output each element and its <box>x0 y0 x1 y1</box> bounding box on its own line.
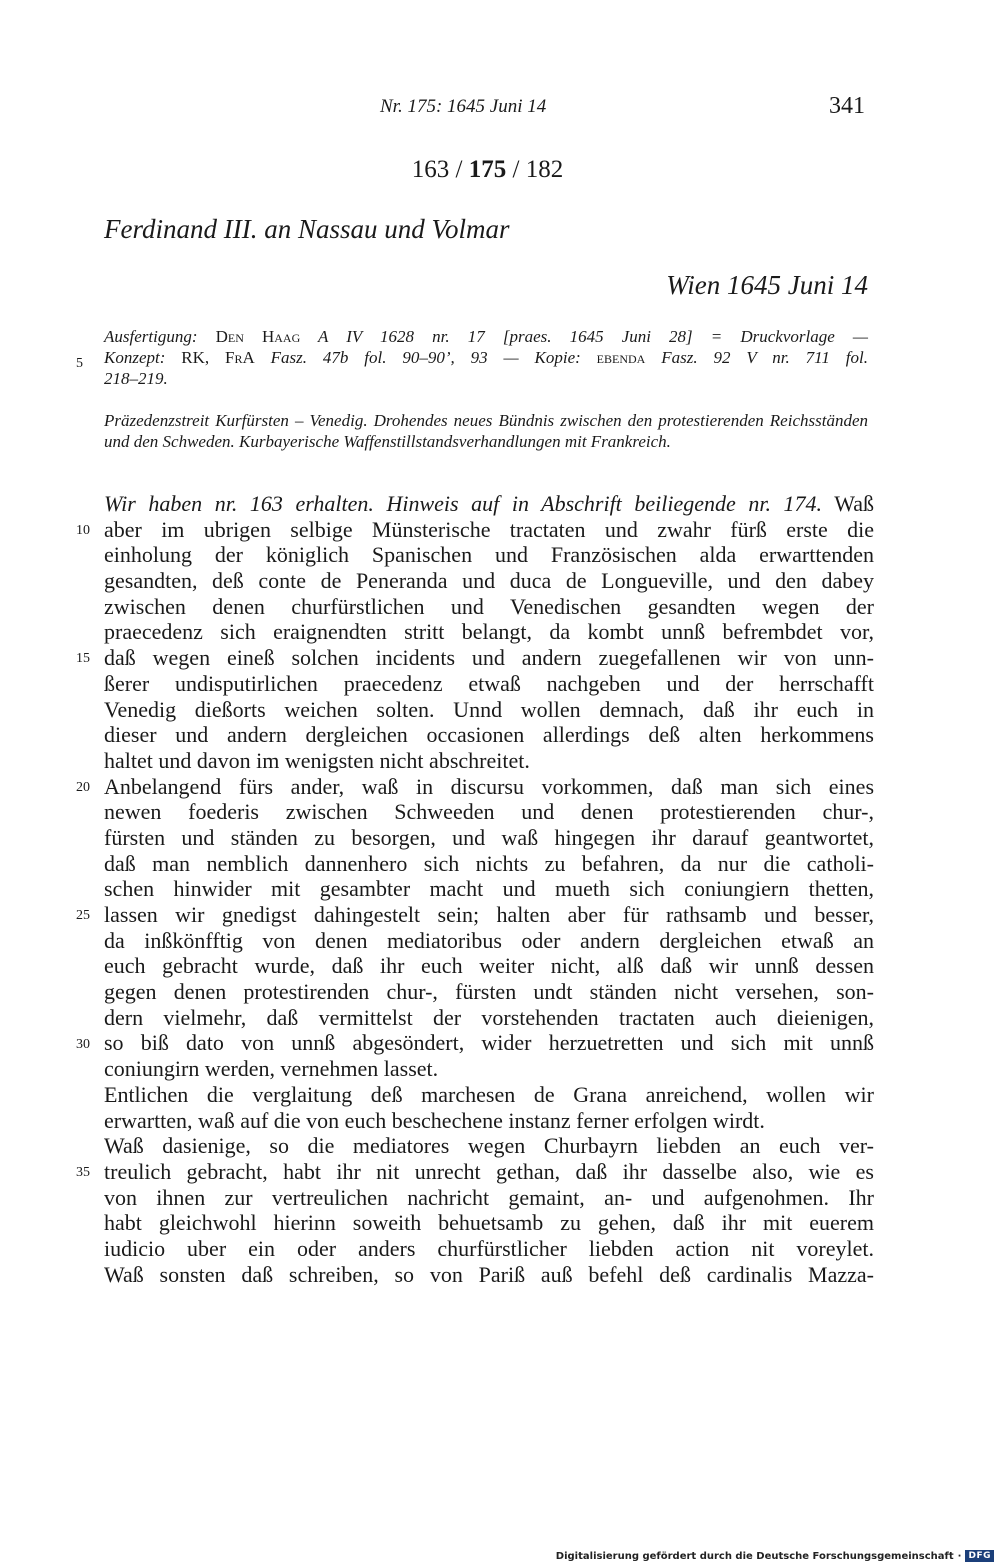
metadata-segment: A IV 1628 nr. 17 [praes. 1645 Juni 28] = Druckvorlage — <box>300 327 868 346</box>
body-line: schen hinwider mit gesambter macht und mueth sich coniungiern thetten, <box>104 876 874 902</box>
body-line: ßerer undisputirlichen praecedenz etwaß nachgeben und der herrschafft <box>104 670 874 696</box>
metadata-segment: FrA <box>225 348 255 367</box>
body-line: fürsten und ständen zu besorgen, und waß hingegen ihr darauf geantwortet, <box>104 824 874 850</box>
body-line: einholung der königlich Spanischen und Französischen alda erwarttenden <box>104 542 874 568</box>
line-number: 5 <box>76 356 83 371</box>
metadata-line <box>104 326 868 347</box>
line-number: 35 <box>76 1165 90 1181</box>
body-line: Entlichen die verglaitung deß marchesen de Grana anreichend, wollen wir <box>104 1081 874 1107</box>
body-line: Waß dasienige, so die mediatores wegen Churbayrn liebden an euch ver- <box>104 1133 874 1159</box>
body-line: Venedig dießorts weichen solten. Unnd wollen demnach, daß ihr euch in <box>104 696 874 722</box>
body-line: newen foederis zwischen Schweeden und denen protestierenden chur-, <box>104 799 874 825</box>
body-line: habt gleichwohl hierinn soweith behuetsamb zu gehen, daß ihr mit euerem <box>104 1210 874 1236</box>
body-line: dieser und andern dergleichen occasionen allerdings deß alten herkommens <box>104 722 874 748</box>
body-line-first <box>104 491 874 517</box>
footer-text: Digitalisierung gefördert durch die Deutsche Forschungsgemeinschaft <box>555 1550 954 1562</box>
body-line: erwartten, waß auf die von euch beschechene instanz ferner erfolgen wirdt. <box>104 1107 765 1133</box>
place-date: Wien 1645 Juni 14 <box>666 270 868 300</box>
body-line: praecedenz sich eraignendten stritt belangt, da kombt unnß befrembdet vor, <box>104 619 874 645</box>
line-number: 30 <box>76 1036 90 1052</box>
metadata-line <box>104 347 868 368</box>
line-number: 20 <box>76 779 90 795</box>
body-line: iudicio uber ein oder anders churfürstlicher liebden action nit voreylet. <box>104 1235 874 1261</box>
separator: / <box>506 156 526 183</box>
separator: / <box>449 156 469 183</box>
body-line: so biß dato von unnß abgesöndert, wider herzuetretten und sich mit unnß <box>104 1030 874 1056</box>
document-summary: Präzedenzstreit Kurfürsten – Venedig. Drohendes neues Bündnis zwischen den protestierenden Reichsständen und den Schweden. Kurbayerische Waffenstillstandsverhandlungen mit Frankreich. <box>104 411 868 451</box>
footer-banner <box>556 1550 994 1562</box>
editorial-summary: Wir haben nr. 163 erhalten. Hinweis auf in Abschrift beiliegende nr. 174. <box>104 491 823 516</box>
metadata-segment: RK, <box>181 348 226 367</box>
metadata-segment: Ausfertigung: <box>104 327 216 346</box>
body-line: zwischen denen churfürstlichen und Venedischen gesandten wegen der <box>104 593 874 619</box>
metadata-segment: 218–219. <box>104 369 168 388</box>
body-line: haltet und davon im wenigsten nicht abschreitet. <box>104 747 530 773</box>
metadata-segment: Konzept: <box>104 348 182 367</box>
metadata-segment: ebenda <box>596 348 646 367</box>
metadata-segment: Den Haag <box>215 327 301 346</box>
body-text: Waß <box>822 491 874 516</box>
body-line: lassen wir gnedigst dahingestelt sein; halten aber für rathsamb und besser, <box>104 902 874 927</box>
metadata-segment: Fasz. 92 V nr. 711 fol. <box>645 348 868 367</box>
body-line: treulich gebracht, habt ihr nit unrecht gethan, daß ihr dasselbe also, wie es <box>104 1158 874 1184</box>
document-number-nav <box>0 156 975 184</box>
body-line: dern vielmehr, daß vermittelst der vorstehenden tractaten auch dieienigen, <box>104 1004 874 1030</box>
document-title: Ferdinand III. an Nassau und Volmar <box>104 214 510 244</box>
current-document-number: 175 <box>468 156 507 183</box>
body-line: von ihnen zur vertreulichen nachricht gemaint, an- und aufgenohmen. Ihr <box>104 1184 874 1210</box>
body-line: aber im ubrigen selbige Münsterische tractaten und zwahr fürß erste die <box>104 516 874 542</box>
body-line: coniungirn werden, vernehmen lasset. <box>104 1056 439 1082</box>
metadata-line <box>104 368 868 389</box>
body-line: da inßkönfftig von denen mediatoribus oder andern dergleichen etwaß an <box>104 927 874 953</box>
page-number: 341 <box>829 93 865 119</box>
source-metadata <box>104 326 868 389</box>
line-number: 10 <box>76 522 90 538</box>
body-line: Waß sonsten daß schreiben, so von Pariß auß befehl deß cardinalis Mazza- <box>104 1261 874 1287</box>
body-line: daß man nemblich dannenhero sich nichts zu befahren, da nur die catholi- <box>104 850 874 876</box>
dfg-logo: DFG <box>965 1550 994 1562</box>
next-document-number[interactable]: 182 <box>525 156 564 183</box>
previous-document-number[interactable]: 163 <box>411 156 450 183</box>
body-line: euch gebracht wurde, daß ihr euch weiter nicht, alß daß wir unnß dessen <box>104 953 874 979</box>
body-line: gesandten, deß conte de Peneranda und duca de Longueville, und den dabey <box>104 568 874 594</box>
running-head: Nr. 175: 1645 Juni 14 <box>380 96 547 117</box>
line-number: 25 <box>76 908 90 924</box>
separator-dot: · <box>957 1550 962 1562</box>
body-line: gegen denen protestirenden chur-, fürsten undt ständen nicht versehen, son- <box>104 979 874 1005</box>
document-body <box>104 491 874 1287</box>
body-line: daß wegen eineß solchen incidents und andern zuegefallenen wir von unn- <box>104 645 874 671</box>
line-number: 15 <box>76 651 90 667</box>
body-line: Anbelangend fürs ander, waß in discursu vorkommen, daß man sich eines <box>104 773 874 799</box>
metadata-segment: Fasz. 47b fol. 90–90’, 93 — Kopie: <box>254 348 597 367</box>
